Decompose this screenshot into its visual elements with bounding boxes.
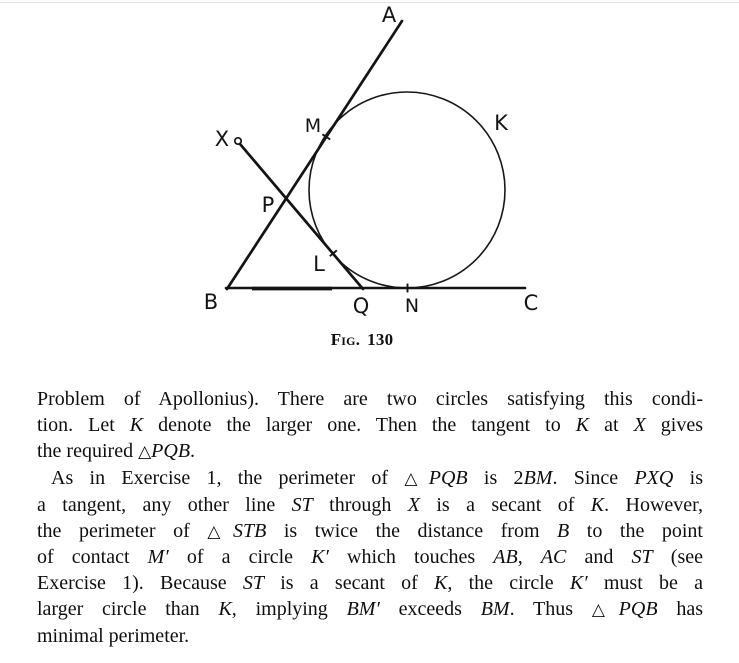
text-line: As in Exercise 1, the perimeter of △PQB is 2BM. Since PXQ is (51, 466, 703, 489)
figure-label-P: P (261, 193, 275, 217)
triangle-symbol: △ (591, 600, 619, 621)
figure-label-C: C (523, 291, 539, 315)
text-line: Problem of Apollonius). There are two circles satisfying this condi- (37, 388, 703, 410)
figure-label-X: X (214, 127, 230, 151)
figure-label-L: L (313, 252, 325, 276)
text-line: a tangent, any other line ST through X is a secant of K. However, (37, 493, 703, 516)
figure-label-B: B (203, 290, 219, 314)
text-line: minimal perimeter. (37, 625, 190, 648)
body-text (37, 387, 703, 650)
figure-label-K: K (494, 111, 508, 135)
line-XQ (240, 144, 363, 289)
figure-caption-number: 130 (367, 330, 394, 349)
figure-label-M: M (304, 115, 322, 137)
figure-caption (262, 330, 462, 350)
text-line: tion. Let K denote the larger one. Then the tangent to K at X gives (37, 413, 704, 436)
figure-label-Q: Q (352, 294, 370, 318)
line-BA (227, 21, 402, 289)
text-line: of contact M′ of a circle K′ which touches AB, AC and ST (see (37, 546, 703, 569)
text-line: the required △PQB. (37, 439, 196, 462)
triangle-symbol: △ (207, 521, 233, 542)
triangle-symbol: △ (404, 468, 429, 489)
text-line: the perimeter of △STB is twice the distance from B to the point (37, 519, 703, 542)
figure-label-A: A (381, 3, 397, 27)
figure-caption-prefix: Fig. (330, 330, 361, 349)
figure-label-N: N (404, 295, 420, 317)
point-X-dot (235, 138, 241, 144)
text-line: larger circle than K, implying BM′ exceeds BM. Thus △PQB has (37, 598, 704, 621)
text-line: Exercise 1). Because ST is a secant of K, the circle K′ must be a (37, 572, 704, 595)
triangle-symbol: △ (138, 441, 152, 462)
